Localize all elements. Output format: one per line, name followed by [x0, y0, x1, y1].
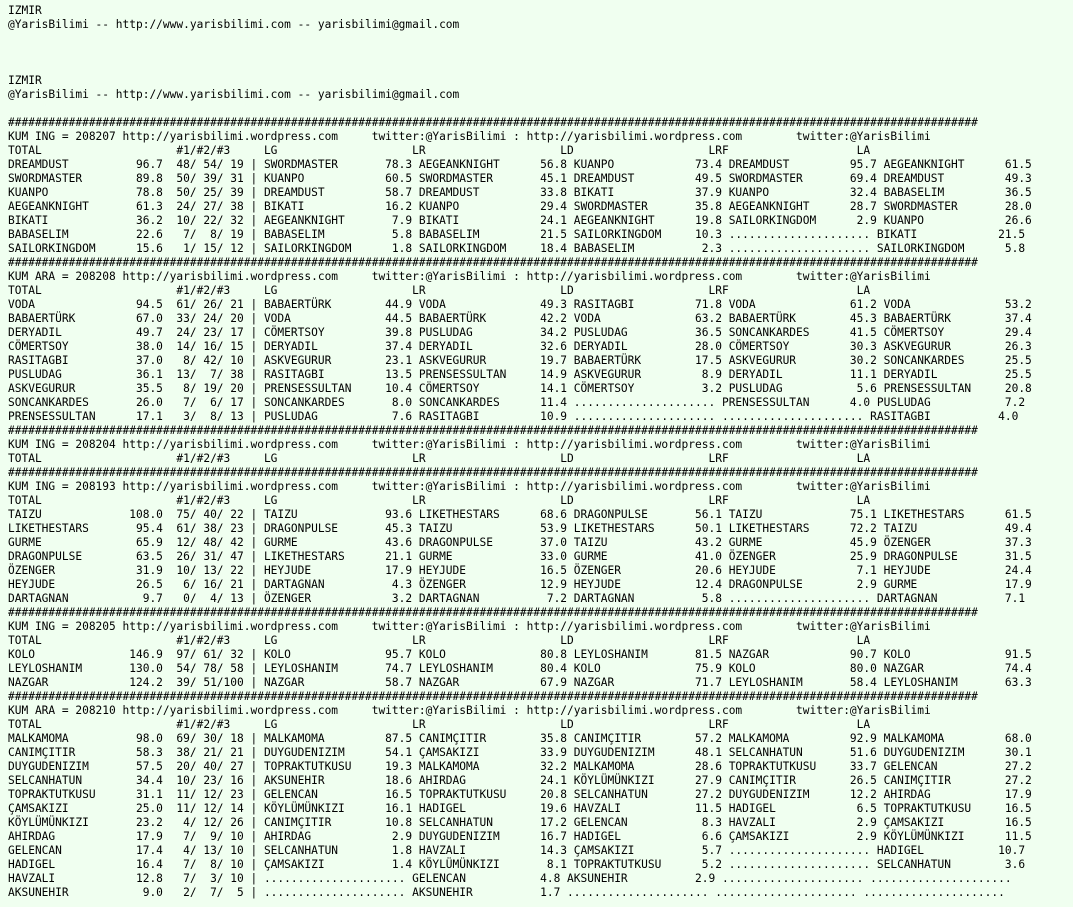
- table-row: ASKVEGURUR 35.5 8/ 19/ 20 | PRENSESSULTAN 10.4 CÖMERTSOY 14.1 CÖMERTSOY 3.2 PUSLUDAG 5.6 PRENSESSULTAN 20.8: [8, 382, 1032, 395]
- table-row: SAILORKINGDOM 15.6 1/ 15/ 12 | SAILORKINGDOM 1.8 SAILORKINGDOM 18.4 BABASELIM 2.3 ..................... SAILORKINGDOM 5.8: [8, 242, 1026, 255]
- table-row: AKSUNEHIR 9.0 2/ 7/ 5 | ..................... AKSUNEHIR 1.7 ..................... ..................... .....................: [8, 886, 1005, 899]
- table-row: KUANPO 78.8 50/ 25/ 39 | DREAMDUST 58.7 DREAMDUST 33.8 BIKATI 37.9 KUANPO 32.4 BABASELIM 36.5: [8, 186, 1032, 199]
- table-row: DERYADIL 49.7 24/ 23/ 17 | CÖMERTSOY 39.8 PUSLUDAG 34.2 PUSLUDAG 36.5 SONCANKARDES 41.5 CÖMERTSOY 29.4: [8, 326, 1032, 339]
- column-header-row: TOTAL #1/#2/#3 LG LR LD LRF LA: [8, 634, 871, 647]
- table-row: NAZGAR 124.2 39/ 51/100 | NAZGAR 58.7 NAZGAR 67.9 NAZGAR 71.7 LEYLOSHANIM 58.4 LEYLOSHANIM 63.3: [8, 676, 1032, 689]
- race-header: KUM ING = 208207 http://yarisbilimi.wordpress.com twitter:@YarisBilimi : http://yarisbilimi.wordpress.com twitter:@YarisBilimi: [8, 130, 931, 143]
- table-row: PUSLUDAG 36.1 13/ 7/ 38 | RASITAGBI 13.5 PRENSESSULTAN 14.9 ASKVEGURUR 8.9 DERYADIL 11.1 DERYADIL 25.5: [8, 368, 1032, 381]
- table-row: CANIMÇITIR 58.3 38/ 21/ 21 | DUYGUDENIZIM 54.1 ÇAMSAKIZI 33.9 DUYGUDENIZIM 48.1 SELCANHATUN 51.6 DUYGUDENIZIM 30.1: [8, 746, 1032, 759]
- section-separator: ################################################################################################################################################: [8, 606, 978, 619]
- table-row: TOPRAKTUTKUSU 31.1 11/ 12/ 23 | GELENCAN 16.5 TOPRAKTUTKUSU 20.8 SELCANHATUN 27.2 DUYGUDENIZIM 12.2 AHIRDAG 17.9: [8, 788, 1032, 801]
- table-row: CÖMERTSOY 38.0 14/ 16/ 15 | DERYADIL 37.4 DERYADIL 32.6 DERYADIL 28.0 CÖMERTSOY 30.3 ASKVEGURUR 26.3: [8, 340, 1032, 353]
- table-row: DARTAGNAN 9.7 0/ 4/ 13 | ÖZENGER 3.2 DARTAGNAN 7.2 DARTAGNAN 5.8 ..................... DARTAGNAN 7.1: [8, 592, 1026, 605]
- contact-line: @YarisBilimi -- http://www.yarisbilimi.com -- yarisbilimi@gmail.com: [8, 88, 460, 101]
- table-row: DRAGONPULSE 63.5 26/ 31/ 47 | LIKETHESTARS 21.1 GURME 33.0 GURME 41.0 ÖZENGER 25.9 DRAGONPULSE 31.5: [8, 550, 1032, 563]
- race-header: KUM ING = 208204 http://yarisbilimi.wordpress.com twitter:@YarisBilimi : http://yarisbilimi.wordpress.com twitter:@YarisBilimi: [8, 438, 931, 451]
- table-row: ÇAMSAKIZI 25.0 11/ 12/ 14 | KÖYLÜMÜNKIZI 16.1 HADIGEL 19.6 HAVZALI 11.5 HADIGEL 6.5 TOPRAKTUTKUSU 16.5: [8, 802, 1032, 815]
- header-block-1: [8, 4, 459, 32]
- table-row: AHIRDAG 17.9 7/ 9/ 10 | AHIRDAG 2.9 DUYGUDENIZIM 16.7 HADIGEL 6.6 ÇAMSAKIZI 2.9 KÖYLÜMÜNKIZI 11.5: [8, 830, 1032, 843]
- column-header-row: TOTAL #1/#2/#3 LG LR LD LRF LA: [8, 494, 871, 507]
- race-header: KUM ING = 208205 http://yarisbilimi.wordpress.com twitter:@YarisBilimi : http://yarisbilimi.wordpress.com twitter:@YarisBilimi: [8, 620, 931, 633]
- table-row: AEGEANKNIGHT 61.3 24/ 27/ 38 | BIKATI 16.2 KUANPO 29.4 SWORDMASTER 35.8 AEGEANKNIGHT 28.7 SWORDMASTER 28.0: [8, 200, 1032, 213]
- table-row: PRENSESSULTAN 17.1 3/ 8/ 13 | PUSLUDAG 7.6 RASITAGBI 10.9 ..................... ..................... RASITAGBI 4.0: [8, 410, 1019, 423]
- table-row: BABAERTÜRK 67.0 33/ 24/ 20 | VODA 44.5 BABAERTÜRK 42.2 VODA 63.2 BABAERTÜRK 45.3 BABAERTÜRK 37.4: [8, 312, 1032, 325]
- race-header: KUM ARA = 208208 http://yarisbilimi.wordpress.com twitter:@YarisBilimi : http://yarisbilimi.wordpress.com twitter:@YarisBilimi: [8, 270, 931, 283]
- table-row: HAVZALI 12.8 7/ 3/ 10 | ..................... GELENCAN 4.8 AKSUNEHIR 2.9 ..................... .....................: [8, 872, 1012, 885]
- contact-line: @YarisBilimi -- http://www.yarisbilimi.com -- yarisbilimi@gmail.com: [8, 18, 460, 31]
- table-row: LIKETHESTARS 95.4 61/ 38/ 23 | DRAGONPULSE 45.3 TAIZU 53.9 LIKETHESTARS 50.1 LIKETHESTARS 72.2 TAIZU 49.4: [8, 522, 1032, 535]
- column-header-row: TOTAL #1/#2/#3 LG LR LD LRF LA: [8, 284, 871, 297]
- section-separator: ################################################################################################################################################: [8, 424, 978, 437]
- header-block-2: [8, 74, 459, 102]
- section-separator: ################################################################################################################################################: [8, 256, 978, 269]
- column-header-row: TOTAL #1/#2/#3 LG LR LD LRF LA: [8, 144, 871, 157]
- section-separator: ################################################################################################################################################: [8, 690, 978, 703]
- table-row: HADIGEL 16.4 7/ 8/ 10 | ÇAMSAKIZI 1.4 KÖYLÜMÜNKIZI 8.1 TOPRAKTUTKUSU 5.2 ..................... SELCANHATUN 3.6: [8, 858, 1026, 871]
- table-row: ÖZENGER 31.9 10/ 13/ 22 | HEYJUDE 17.9 HEYJUDE 16.5 ÖZENGER 20.6 HEYJUDE 7.1 HEYJUDE 24.4: [8, 564, 1032, 577]
- table-row: DUYGUDENIZIM 57.5 20/ 40/ 27 | TOPRAKTUTKUSU 19.3 MALKAMOMA 32.2 MALKAMOMA 28.6 TOPRAKTUTKUSU 33.7 GELENCAN 27.2: [8, 760, 1032, 773]
- table-row: VODA 94.5 61/ 26/ 21 | BABAERTÜRK 44.9 VODA 49.3 RASITAGBI 71.8 VODA 61.2 VODA 53.2: [8, 298, 1032, 311]
- table-row: DREAMDUST 96.7 48/ 54/ 19 | SWORDMASTER 78.3 AEGEANKNIGHT 56.8 KUANPO 73.4 DREAMDUST 95.7 AEGEANKNIGHT 61.5: [8, 158, 1032, 171]
- table-row: BIKATI 36.2 10/ 22/ 32 | AEGEANKNIGHT 7.9 BIKATI 24.1 AEGEANKNIGHT 19.8 SAILORKINGDOM 2.9 KUANPO 26.6: [8, 214, 1032, 227]
- table-row: GELENCAN 17.4 4/ 13/ 10 | SELCANHATUN 1.8 HAVZALI 14.3 ÇAMSAKIZI 5.7 ..................... HADIGEL 10.7: [8, 844, 1026, 857]
- table-row: MALKAMOMA 98.0 69/ 30/ 18 | MALKAMOMA 87.5 CANIMÇITIR 35.8 CANIMÇITIR 57.2 MALKAMOMA 92.9 MALKAMOMA 68.0: [8, 732, 1032, 745]
- table-row: SELCANHATUN 34.4 10/ 23/ 16 | AKSUNEHIR 18.6 AHIRDAG 24.1 KÖYLÜMÜNKIZI 27.9 CANIMÇITIR 26.5 CANIMÇITIR 27.2: [8, 774, 1032, 787]
- table-row: TAIZU 108.0 75/ 40/ 22 | TAIZU 93.6 LIKETHESTARS 68.6 DRAGONPULSE 56.1 TAIZU 75.1 LIKETHESTARS 61.5: [8, 508, 1032, 521]
- table-row: HEYJUDE 26.5 6/ 16/ 21 | DARTAGNAN 4.3 ÖZENGER 12.9 HEYJUDE 12.4 DRAGONPULSE 2.9 GURME 17.9: [8, 578, 1032, 591]
- table-row: KOLO 146.9 97/ 61/ 32 | KOLO 95.7 KOLO 80.8 LEYLOSHANIM 81.5 NAZGAR 90.7 KOLO 91.5: [8, 648, 1032, 661]
- column-header-row: TOTAL #1/#2/#3 LG LR LD LRF LA: [8, 452, 871, 465]
- table-row: SWORDMASTER 89.8 50/ 39/ 31 | KUANPO 60.5 SWORDMASTER 45.1 DREAMDUST 49.5 SWORDMASTER 69.4 DREAMDUST 49.3: [8, 172, 1032, 185]
- table-row: SONCANKARDES 26.0 7/ 6/ 17 | SONCANKARDES 8.0 SONCANKARDES 11.4 ..................... PRENSESSULTAN 4.0 PUSLUDAG 7.2: [8, 396, 1026, 409]
- race-header: KUM ING = 208193 http://yarisbilimi.wordpress.com twitter:@YarisBilimi : http://yarisbilimi.wordpress.com twitter:@YarisBilimi: [8, 480, 931, 493]
- section-separator: ################################################################################################################################################: [8, 466, 978, 479]
- table-row: LEYLOSHANIM 130.0 54/ 78/ 58 | LEYLOSHANIM 74.7 LEYLOSHANIM 80.4 KOLO 75.9 KOLO 80.0 NAZGAR 74.4: [8, 662, 1032, 675]
- column-header-row: TOTAL #1/#2/#3 LG LR LD LRF LA: [8, 718, 871, 731]
- table-row: BABASELIM 22.6 7/ 8/ 19 | BABASELIM 5.8 BABASELIM 21.5 SAILORKINGDOM 10.3 ..................... BIKATI 21.5: [8, 228, 1026, 241]
- table-row: RASITAGBI 37.0 8/ 42/ 10 | ASKVEGURUR 23.1 ASKVEGURUR 19.7 BABAERTÜRK 17.5 ASKVEGURUR 30.2 SONCANKARDES 25.5: [8, 354, 1032, 367]
- race-header: KUM ARA = 208210 http://yarisbilimi.wordpress.com twitter:@YarisBilimi : http://yarisbilimi.wordpress.com twitter:@YarisBilimi: [8, 704, 931, 717]
- table-row: KÖYLÜMÜNKIZI 23.2 4/ 12/ 26 | CANIMÇITIR 10.8 SELCANHATUN 17.2 GELENCAN 8.3 HAVZALI 2.9 ÇAMSAKIZI 16.5: [8, 816, 1032, 829]
- section-separator: ################################################################################################################################################: [8, 116, 978, 129]
- table-row: GURME 65.9 12/ 48/ 42 | GURME 43.6 DRAGONPULSE 37.0 TAIZU 43.2 GURME 45.9 ÖZENGER 37.3: [8, 536, 1032, 549]
- city-title: IZMIR: [8, 74, 42, 87]
- city-title: IZMIR: [8, 4, 42, 17]
- race-report: [8, 116, 1032, 900]
